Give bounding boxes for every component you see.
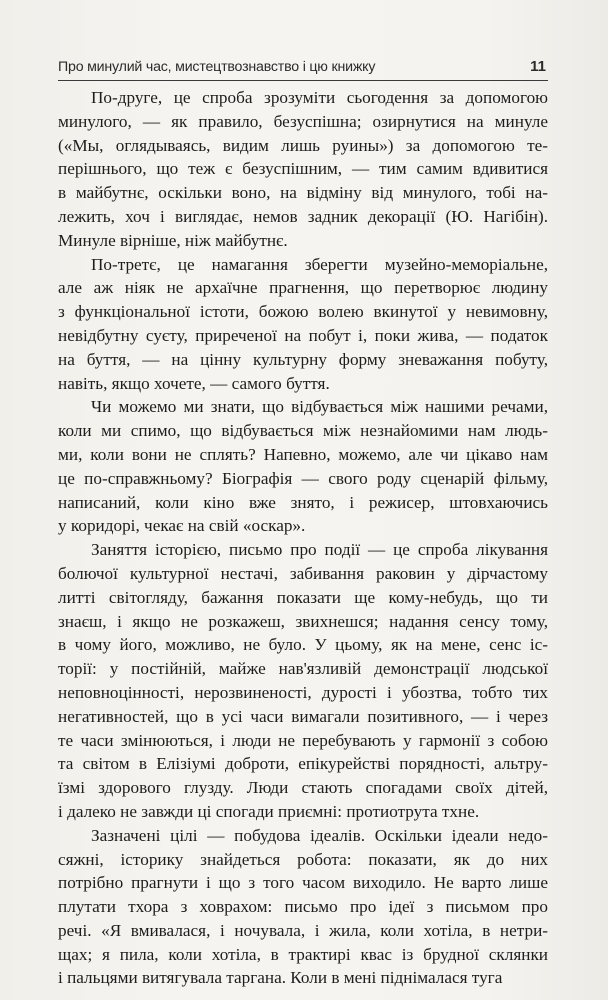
text-line: Минуле вірніше, ніж майбутнє. [58,230,288,250]
page-header [58,58,548,81]
text-line: Заняття історією, письмо про події — це спроба лікування [91,540,548,560]
text-line: невідбутну суєту, приреченої на побут і, поки жива, — податок [58,325,548,345]
text-line: написаний, коли кіно вже знято, і режисер, штовхаючись [58,492,548,512]
text-line: торії: у постійній, майже нав'язливій демонстрації людської [58,659,548,679]
body-text [58,86,548,990]
text-line: По-друге, це спроба зрозуміти сьогодення за допомогою [91,88,548,107]
text-line: потрібно прагнути і що з того часом виходило. Не варто лише [58,873,548,893]
text-line: Чи можемо ми знати, що відбувається між нашими речами, [91,397,548,417]
paragraph [58,395,548,538]
running-head: Про минулий час, мистецтвознавство і цю книжку [58,59,376,75]
text-line: неповноцінності, нерозвиненості, дурості і убозтва, тобто тих [58,682,548,702]
text-line: коли ми спимо, що відбувається між незнайомими нам людь- [58,421,548,441]
text-line: і далеко не завжди ці спогади приємні: протиотрута тхне. [58,801,480,821]
text-line: лежить, хоч і виглядає, немов задник декорації (Ю. Нагібін). [58,206,548,226]
text-line: перішнього, що теж є безуспішним, — тим самим вдивитися [58,159,548,179]
text-line: сяжні, історику знайдеться робота: показати, як до них [58,849,548,869]
text-line: речі. «Я вмивалася, і ночувала, і жила, коли хотіла, в нетри- [58,920,548,940]
text-line: («Мы, оглядываясь, видим лишь руины») за допомогою те- [58,135,548,155]
text-line: щах; я пила, коли хотіла, в трактирі квас із брудної склянки [58,944,548,964]
text-line: негативностей, що в усі часи вимагали позитивного, — і через [58,706,548,726]
text-line: По-третє, це намагання зберегти музейно-меморіальне, [91,254,548,274]
text-line: в чому його, можливо, не було. У цьому, як на мене, сенс іс- [58,635,548,655]
text-line: з функціональної істоти, божою волею вкинутої у невимовну, [58,302,548,322]
text-line: навіть, якщо хочете, — самого буття. [58,373,330,393]
text-line: їзмі здорового глузду. Люди стають спогадами своїх дітей, [58,778,548,798]
text-line: знаєш, і якщо не розкажеш, звихнешся; надання сенсу тому, [58,611,548,631]
text-line: Зазначені цілі — побудова ідеалів. Оскільки ідеали недо- [91,825,548,845]
text-line: і пальцями витягувала таргана. Коли в мені піднімалася туга [58,968,503,988]
text-line: болючої культурної нестачі, забивання раковин у дірчастому [58,563,548,583]
text-line: та світом в Елізіумі доброти, епікурействі порядності, альтру- [58,754,548,774]
text-line: на буття, — на цінну культурну форму зневажання побуту, [58,349,548,369]
text-line: в майбутнє, оскільки воно, на відміну від минулого, тобі на- [58,183,548,203]
text-line: у коридорі, чекає на свій «оскар». [58,516,306,536]
text-line: плутати тхора з ховрахом: письмо про ідеї з письмом про [58,897,548,917]
text-line: те часи змінюються, і люди не перебувають у гармонії з собою [58,730,548,750]
text-line: минулого, — як правило, безуспішна; озирнутися на минуле [58,111,548,131]
text-line: ми, коли вони не сплять? Напевно, можемо, але чи цікаво нам [58,444,548,464]
paragraph [58,824,548,991]
text-line: литті світогляду, бажання показати ще кому-небудь, що ти [58,587,548,607]
paragraph [58,253,548,396]
paragraph [58,538,548,824]
page-number: 11 [530,58,546,75]
text-line: це по-справжньому? Біографія — свого роду сценарій фільму, [58,468,548,488]
text-line: але аж ніяк не архаїчне прагнення, що перетворює людину [58,278,548,298]
paragraph [58,86,548,253]
